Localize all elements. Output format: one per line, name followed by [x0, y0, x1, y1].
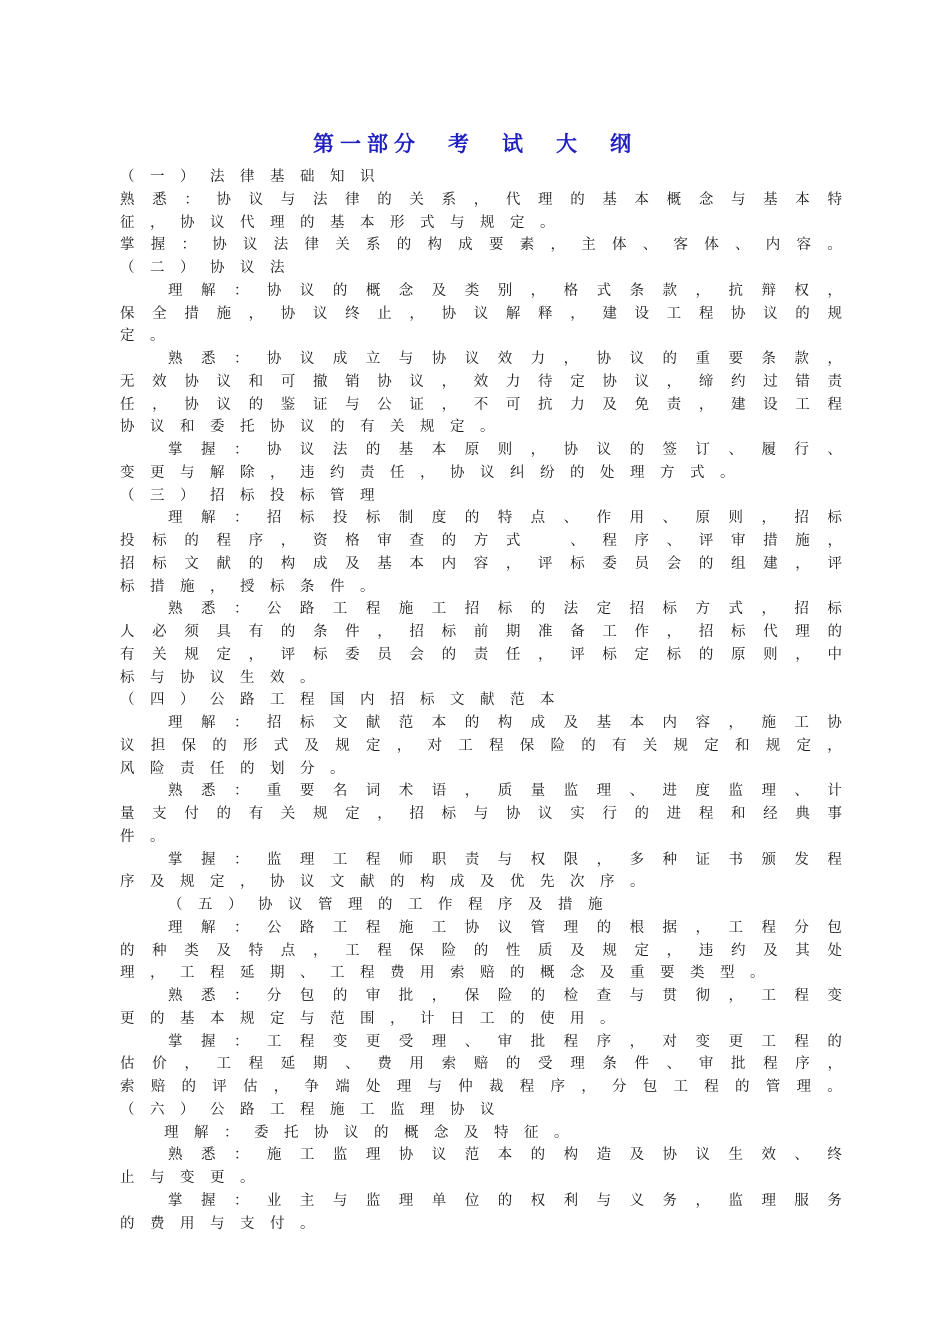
text-line: 熟 悉 ： 重 要 名 词 术 语 ， 质 量 监 理 、 进 度 监 理 、 计	[168, 783, 842, 800]
text-line: （ 五 ） 协 议 管 理 的 工 作 程 序 及 措 施	[168, 897, 603, 913]
text-line: 掌 握 ： 业 主 与 监 理 单 位 的 权 利 与 义 务 ， 监 理 服 务	[168, 1192, 842, 1209]
text-line: 变 更 与 解 除 ， 违 约 责 任 ， 协 议 纠 纷 的 处 理 方 式 。	[120, 464, 735, 481]
text-line: 掌 握 ： 协 议 法 律 关 系 的 构 成 要 素 ， 主 体 、 客 体 、 内 容 。	[120, 237, 842, 254]
text-line: 招 标 文 献 的 构 成 及 基 本 内 容 ， 评 标 委 员 会 的 组 建 ， 评	[120, 555, 842, 572]
text-line: 熟 悉 ： 公 路 工 程 施 工 招 标 的 法 定 招 标 方 式 ， 招 标	[168, 601, 842, 618]
text-line: 议 担 保 的 形 式 及 规 定 ， 对 工 程 保 险 的 有 关 规 定 和 规 定 ，	[120, 737, 842, 754]
text-line: （ 一 ） 法 律 基 础 知 识	[120, 169, 375, 185]
text-line: 熟 悉 ： 协 议 成 立 与 协 议 效 力 ， 协 议 的 重 要 条 款 ，	[168, 351, 842, 367]
text-line: （ 四 ） 公 路 工 程 国 内 招 标 文 献 范 本	[120, 692, 555, 709]
text-line: 投 标 的 程 序 ， 资 格 审 查 的 方 式 、 程 序 、 评 审 措 施 ，	[120, 533, 842, 549]
text-line: 保 全 措 施 ， 协 议 终 止 ， 协 议 解 释 ， 建 设 工 程 协 议 的 规	[120, 305, 842, 322]
text-line: 理 ， 工 程 延 期 、 工 程 费 用 索 赔 的 概 念 及 重 要 类 型 。	[120, 965, 765, 982]
document-body	[120, 166, 842, 1235]
text-line: 熟 悉 ： 协 议 与 法 律 的 关 系 ， 代 理 的 基 本 概 念 与 基 本 特	[120, 191, 842, 208]
text-line: 定 。	[120, 328, 165, 345]
text-line: 的 费 用 与 支 付 。	[120, 1215, 315, 1232]
text-line: 理 解 ： 招 标 投 标 制 度 的 特 点 、 作 用 、 原 则 ， 招 标	[168, 510, 842, 527]
text-line: 掌 握 ： 协 议 法 的 基 本 原 则 ， 协 议 的 签 订 、 履 行 、	[168, 442, 842, 458]
text-line: （ 三 ） 招 标 投 标 管 理	[120, 487, 375, 504]
text-line: 量 支 付 的 有 关 规 定 ， 招 标 与 协 议 实 行 的 进 程 和 经 典 事	[120, 806, 842, 822]
text-line: 序 及 规 定 ， 协 议 文 献 的 构 成 及 优 先 次 序 。	[120, 874, 645, 891]
text-line: 熟 悉 ： 分 包 的 审 批 ， 保 险 的 检 查 与 贯 彻 ， 工 程 变	[168, 988, 842, 1004]
text-line: 标 措 施 ， 授 标 条 件 。	[120, 578, 375, 595]
text-line: 理 解 ： 协 议 的 概 念 及 类 别 ， 格 式 条 款 ， 抗 辩 权 ，	[168, 282, 842, 299]
text-line: 理 解 ： 委 托 协 议 的 概 念 及 特 征 。	[164, 1124, 569, 1141]
page-title: 第一部分 考 试 大 纲	[313, 132, 637, 156]
text-line: 无 效 协 议 和 可 撤 销 协 议 ， 效 力 待 定 协 议 ， 缔 约 过 错 责	[120, 373, 842, 390]
text-line: 件 。	[120, 828, 165, 845]
text-line: 标 与 协 议 生 效 。	[120, 669, 315, 686]
text-line: 熟 悉 ： 施 工 监 理 协 议 范 本 的 构 造 及 协 议 生 效 、 终	[168, 1147, 842, 1164]
text-line: 协 议 和 委 托 协 议 的 有 关 规 定 。	[120, 419, 495, 436]
text-line: 更 的 基 本 规 定 与 范 围 ， 计 日 工 的 使 用 。	[120, 1010, 615, 1027]
text-line: （ 二 ） 协 议 法	[120, 260, 285, 276]
text-line: 理 解 ： 招 标 文 献 范 本 的 构 成 及 基 本 内 容 ， 施 工 协	[168, 715, 842, 731]
text-line: （ 六 ） 公 路 工 程 施 工 监 理 协 议	[120, 1101, 495, 1118]
text-line: 有 关 规 定 ， 评 标 委 员 会 的 责 任 ， 评 标 定 标 的 原 则 ， 中	[120, 646, 842, 663]
text-line: 掌 握 ： 监 理 工 程 师 职 责 与 权 限 ， 多 种 证 书 颁 发 程	[168, 851, 842, 868]
text-line: 掌 握 ： 工 程 变 更 受 理 、 审 批 程 序 ， 对 变 更 工 程 的	[168, 1033, 842, 1050]
text-line: 的 种 类 及 特 点 ， 工 程 保 险 的 性 质 及 规 定 ， 违 约 及 其 处	[120, 942, 842, 959]
text-line: 理 解 ： 公 路 工 程 施 工 协 议 管 理 的 根 据 ， 工 程 分 包	[168, 919, 842, 936]
text-line: 征 ， 协 议 代 理 的 基 本 形 式 与 规 定 。	[120, 214, 555, 231]
text-line: 估 价 ， 工 程 延 期 、 费 用 索 赔 的 受 理 条 件 、 审 批 程 序 ，	[120, 1056, 842, 1073]
text-line: 任 ， 协 议 的 鉴 证 与 公 证 ， 不 可 抗 力 及 免 责 ， 建 设 工 程	[120, 396, 842, 413]
text-line: 止 与 变 更 。	[120, 1170, 255, 1186]
text-line: 人 必 须 具 有 的 条 件 ， 招 标 前 期 准 备 工 作 ， 招 标 代 理 的	[120, 624, 842, 640]
text-line: 风 险 责 任 的 划 分 。	[120, 760, 345, 777]
text-line: 索 赔 的 评 估 ， 争 端 处 理 与 仲 裁 程 序 ， 分 包 工 程 的 管 理 。	[120, 1079, 842, 1095]
